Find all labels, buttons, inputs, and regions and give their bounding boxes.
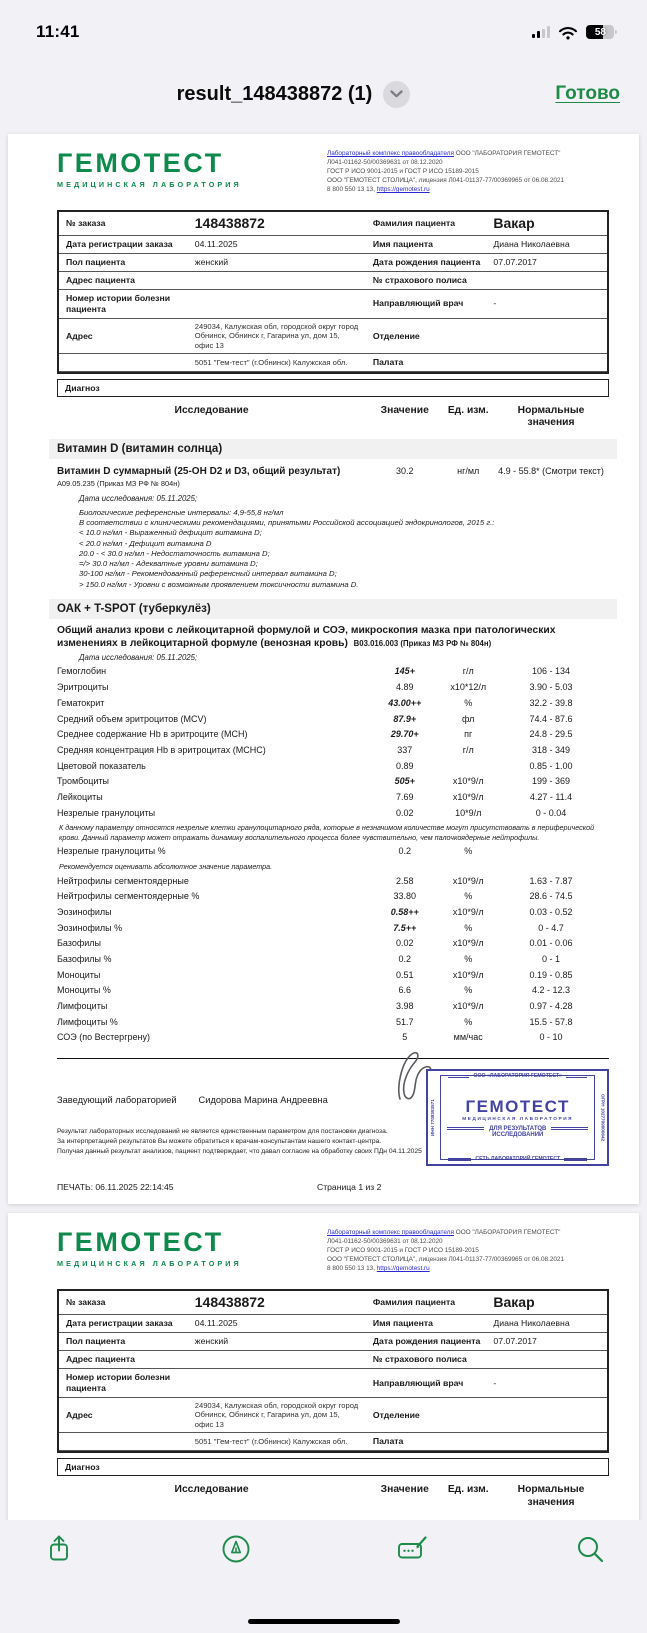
test-value: 30.2 bbox=[395, 465, 414, 476]
field-value bbox=[188, 272, 366, 289]
field-value: Вакар bbox=[493, 214, 535, 231]
field-value: 148438872 bbox=[194, 214, 265, 231]
chevron-down-icon bbox=[390, 90, 403, 98]
diagnosis-box: Диагноз bbox=[57, 379, 609, 397]
test-name: Незрелые гранулоциты % bbox=[57, 846, 166, 857]
reference-line: > 150.0 нг/мл - Уровни с возможным проявлением токсичности витамина D. bbox=[79, 579, 359, 589]
result-row bbox=[57, 968, 609, 984]
result-row bbox=[57, 921, 609, 937]
test-unit: пг bbox=[464, 729, 473, 740]
fill-sign-button[interactable] bbox=[396, 1532, 430, 1566]
result-row bbox=[57, 1030, 609, 1046]
stamp-inn: ИНН 7708383571 bbox=[429, 1099, 435, 1136]
test-name: Незрелые гранулоциты bbox=[57, 807, 156, 818]
field-label: Адрес bbox=[66, 1409, 93, 1420]
share-button[interactable] bbox=[42, 1532, 76, 1566]
test-unit: х10*9/л bbox=[452, 906, 484, 917]
field-value bbox=[486, 1398, 607, 1432]
lab-stamp: ИНН 7708383571 ОГРН 1027709000642 ООО «ЛАБОРАТОРИЯ ГЕМОТЕСТ» ГЕМОТЕСТ МЕДИЦИНСКАЯ ЛАБОРАТОРИЯ ДЛЯ РЕЗУЛЬТАТОВ ИССЛЕДОВАНИЙ СЕТЬ ЛАБОРАТОРИЙ ГЕМОТЕСТ bbox=[426, 1069, 609, 1166]
test-name: Базофилы bbox=[57, 938, 101, 949]
patient-info-row bbox=[59, 1333, 607, 1351]
patient-info-row bbox=[59, 1351, 607, 1369]
reference-line: =/> 30.0 нг/мл - Адекватные уровни витамина D; bbox=[79, 559, 258, 569]
field-value: 5051 "Гем-тест" (г.Обнинск) Калужская обл. bbox=[194, 357, 348, 367]
print-timestamp: ПЕЧАТЬ: 06.11.2025 22:14:45 bbox=[57, 1182, 174, 1193]
parameter-note: Рекомендуется оценивать абсолютное значение параметра. bbox=[59, 862, 273, 872]
field-value: Вакар bbox=[493, 1293, 535, 1310]
patient-info-table bbox=[57, 210, 609, 374]
test-unit: х10*9/л bbox=[452, 938, 484, 949]
stamp-ogrn: ОГРН 1027709000642 bbox=[600, 1094, 606, 1142]
battery-percent: 58 bbox=[594, 26, 606, 38]
test-range: 0.01 - 0.06 bbox=[529, 938, 573, 949]
patient-info-row bbox=[59, 1433, 607, 1451]
test-range: 74.4 - 87.6 bbox=[529, 713, 573, 724]
test-name: Эозинофилы % bbox=[57, 922, 123, 933]
test-range: 32.2 - 39.8 bbox=[529, 697, 573, 708]
done-button[interactable]: Готово bbox=[555, 83, 620, 104]
field-label bbox=[59, 1433, 188, 1450]
test-unit: х10*12/л bbox=[450, 682, 487, 693]
test-name: СОЭ (по Вестергрену) bbox=[57, 1032, 150, 1043]
lab-head-name: Сидорова Марина Андреевна bbox=[198, 1095, 328, 1106]
reference-line: < 20.0 нг/мл - Дефицит витамина D bbox=[79, 538, 212, 548]
field-label: Палата bbox=[372, 357, 404, 368]
test-range: 0 - 10 bbox=[539, 1032, 563, 1043]
field-label: Дата рождения пациента bbox=[372, 257, 481, 268]
field-label: Адрес пациента bbox=[66, 1354, 135, 1365]
test-unit: х10*9/л bbox=[452, 875, 484, 886]
test-unit: % bbox=[464, 953, 473, 964]
result-row bbox=[57, 790, 609, 806]
title-menu-button[interactable] bbox=[383, 81, 410, 108]
field-value: 04.11.2025 bbox=[194, 1318, 238, 1329]
test-range: 0.97 - 4.28 bbox=[529, 1001, 573, 1012]
disclaimer-line: Получая данный результат анализов, пациент подтверждает, что давал согласие на обработку своих ПДн 04.11.2025 bbox=[57, 1148, 422, 1156]
result-row bbox=[57, 696, 609, 712]
test-value: 337 bbox=[397, 744, 413, 755]
test-range: 15.5 - 57.8 bbox=[529, 1016, 573, 1027]
rights-holder-link[interactable]: Лабораторный комплекс правообладателя bbox=[327, 1229, 454, 1237]
field-label: Направляющий врач bbox=[372, 298, 464, 309]
test-range: 0.85 - 1.00 bbox=[529, 760, 573, 771]
test-range: 28.6 - 74.5 bbox=[529, 891, 573, 902]
test-unit: % bbox=[464, 922, 473, 933]
field-value: женский bbox=[194, 257, 229, 268]
test-unit: нг/мл bbox=[457, 465, 480, 476]
test-name: Витамин D суммарный (25-ОН D2 и D3, общий результат) bbox=[57, 465, 341, 477]
test-range: 106 - 134 bbox=[531, 666, 571, 677]
field-label: Направляющий врач bbox=[372, 1377, 464, 1388]
field-value: - bbox=[493, 1377, 497, 1388]
field-label: Адрес пациента bbox=[66, 275, 135, 286]
license-block: Лабораторный комплекс правообладателя ООО "ЛАБОРАТОРИЯ ГЕМОТЕСТ" Л041-01162-50/00369631 от 08.12.2020 ГОСТ Р ИСО 9001-2015 и ГОСТ Р ИСО 15189-2015 ООО "ГЕМОТЕСТ СТОЛИЦА", лицензия Л041-01137-77/00369965 от 06.08.2021 8 800 550 13 13, https://gemotest.ru bbox=[327, 1229, 565, 1272]
test-name: Нейтрофилы сегментоядерные bbox=[57, 875, 189, 886]
field-value: 07.07.2017 bbox=[493, 1336, 537, 1347]
field-value: 148438872 bbox=[194, 1293, 265, 1310]
test-unit: х10*9/л bbox=[452, 791, 484, 802]
field-value bbox=[486, 319, 607, 353]
oak-test-title: Общий анализ крови с лейкоцитарной формулой и СОЭ, микроскопия мазка при патологических изменениях в лейкоцитарной формуле (венозная кровь) В03.016.003 (Приказ МЗ РФ № 804н) bbox=[57, 624, 556, 650]
reference-line: 30-100 нг/мл - Рекомендованный референсный интервал витамина D; bbox=[79, 569, 337, 579]
test-unit: мм/час bbox=[453, 1032, 483, 1043]
field-value bbox=[486, 354, 607, 371]
result-row bbox=[57, 759, 609, 775]
section-header-oak: ОАК + T-SPOT (туберкулёз) bbox=[49, 599, 617, 619]
test-range: 4.9 - 55.8* (Смотри текст) bbox=[498, 465, 604, 476]
field-label: Отделение bbox=[372, 330, 420, 341]
field-label: № заказа bbox=[66, 1297, 106, 1308]
navigation-bar bbox=[0, 54, 647, 134]
reference-line: Биологические референсные интервалы: 4,9-55,8 нг/мл bbox=[79, 507, 284, 517]
patient-info-row bbox=[59, 1398, 607, 1433]
test-unit: % bbox=[464, 846, 473, 857]
field-label: Дата рождения пациента bbox=[372, 1336, 481, 1347]
field-label: Адрес bbox=[66, 330, 93, 341]
wifi-icon bbox=[557, 24, 579, 41]
sign-off-block bbox=[57, 1069, 609, 1166]
test-unit: 10*9/л bbox=[455, 807, 482, 818]
test-value: 51.7 bbox=[395, 1016, 414, 1027]
test-range: 0.19 - 0.85 bbox=[529, 969, 573, 980]
test-value: 29.70+ bbox=[390, 729, 419, 740]
result-row bbox=[57, 774, 609, 790]
patient-info-row bbox=[59, 272, 607, 290]
bottom-toolbar bbox=[0, 1520, 647, 1633]
field-value: 07.07.2017 bbox=[493, 257, 537, 268]
field-value: - bbox=[493, 298, 497, 309]
disclaimer-line: Результат лабораторных исследований не является единственным параметром для постановки диагноза. bbox=[57, 1128, 388, 1136]
test-name: Лейкоциты bbox=[57, 791, 103, 802]
test-name: Гемоглобин bbox=[57, 666, 107, 677]
test-range: 0 - 1 bbox=[541, 953, 560, 964]
test-name: Средний объем эритроцитов (MCV) bbox=[57, 713, 207, 724]
results-column-headers: Исследование Значение Ед. изм. Нормальные значения bbox=[174, 405, 585, 429]
patient-info-table bbox=[57, 1289, 609, 1453]
test-value: 0.89 bbox=[395, 760, 414, 771]
test-unit bbox=[443, 761, 493, 773]
search-button[interactable] bbox=[573, 1532, 607, 1566]
field-value bbox=[188, 1369, 366, 1397]
signature-divider bbox=[57, 1058, 609, 1059]
clock: 11:41 bbox=[36, 22, 80, 41]
result-row bbox=[57, 680, 609, 696]
test-name: Среднее содержание Hb в эритроците (MCH) bbox=[57, 729, 248, 740]
field-value bbox=[188, 1351, 366, 1368]
field-label: № страхового полиса bbox=[372, 1354, 467, 1365]
markup-icon bbox=[220, 1533, 252, 1565]
website-link[interactable]: https://gemotest.ru bbox=[376, 185, 430, 193]
test-unit: % bbox=[464, 891, 473, 902]
test-code: А09.05.235 (Приказ МЗ РФ № 804н) bbox=[57, 479, 180, 489]
patient-info-row bbox=[59, 212, 607, 237]
field-label: Номер истории болезни пациента bbox=[66, 292, 171, 314]
field-value: Диана Николаевна bbox=[493, 239, 570, 250]
test-value: 3.98 bbox=[395, 1001, 414, 1012]
field-label: Имя пациента bbox=[372, 239, 433, 250]
study-date: Дата исследования: 05.11.2025; bbox=[79, 653, 198, 663]
test-name: Моноциты bbox=[57, 969, 101, 980]
vitamin-d-result-row bbox=[57, 464, 609, 491]
field-value: женский bbox=[194, 1336, 229, 1347]
field-value: 249034, Калужская обл, городской округ город Обнинск, Обнинск г, Гагарина ул, дом 15, офис 13 bbox=[194, 1400, 359, 1429]
test-range: 4.2 - 12.3 bbox=[531, 985, 571, 996]
test-range: 0.03 - 0.52 bbox=[529, 906, 573, 917]
test-unit: г/л bbox=[462, 744, 474, 755]
test-range: 0 - 4.7 bbox=[538, 922, 564, 933]
test-code: В03.016.003 (Приказ МЗ РФ № 804н) bbox=[353, 639, 492, 649]
test-value: 0.02 bbox=[395, 938, 414, 949]
test-unit: % bbox=[464, 985, 473, 996]
page-number: Страница 1 из 2 bbox=[317, 1182, 382, 1193]
test-name: Нейтрофилы сегментоядерные % bbox=[57, 891, 200, 902]
field-label: Дата регистрации заказа bbox=[66, 1318, 173, 1329]
test-range: 318 - 349 bbox=[531, 744, 571, 755]
result-row bbox=[57, 889, 609, 905]
test-value: 4.89 bbox=[395, 682, 414, 693]
gemotest-logo: ГЕМОТЕСТ МЕДИЦИНСКАЯ ЛАБОРАТОРИЯ bbox=[57, 1227, 242, 1269]
document-scroll-area[interactable] bbox=[0, 134, 647, 1633]
patient-info-row bbox=[59, 290, 607, 319]
field-label: Дата регистрации заказа bbox=[66, 239, 173, 250]
field-label bbox=[59, 354, 188, 371]
test-name: Лимфоциты % bbox=[57, 1016, 118, 1027]
test-name: Моноциты % bbox=[57, 985, 111, 996]
test-value: 505+ bbox=[394, 776, 415, 787]
patient-info-row bbox=[59, 236, 607, 254]
test-range: 3.90 - 5.03 bbox=[529, 682, 573, 693]
test-value: 0.2 bbox=[398, 953, 411, 964]
patient-info-row bbox=[59, 319, 607, 354]
result-row bbox=[57, 999, 609, 1015]
field-label: № заказа bbox=[66, 218, 106, 229]
field-label: Пол пациента bbox=[66, 257, 126, 268]
field-label: № страхового полиса bbox=[372, 275, 467, 286]
battery-cap bbox=[615, 30, 617, 35]
patient-info-row bbox=[59, 354, 607, 372]
result-row bbox=[57, 844, 609, 860]
results-column-headers: Исследование Значение Ед. изм. Нормальные значения bbox=[174, 1484, 585, 1508]
license-block: Лабораторный комплекс правообладателя ООО "ЛАБОРАТОРИЯ ГЕМОТЕСТ" Л041-01162-50/00369631 от 08.12.2020 ГОСТ Р ИСО 9001-2015 и ГОСТ Р ИСО 15189-2015 ООО "ГЕМОТЕСТ СТОЛИЦА", лицензия Л041-01137-77/00369965 от 06.08.2021 8 800 550 13 13, https://gemotest.ru bbox=[327, 150, 565, 193]
patient-info-row bbox=[59, 1315, 607, 1333]
test-unit: % bbox=[464, 1016, 473, 1027]
website-link[interactable]: https://gemotest.ru bbox=[376, 1264, 430, 1272]
test-name: Гематокрит bbox=[57, 697, 105, 708]
field-value: Диана Николаевна bbox=[493, 1318, 570, 1329]
field-value: 04.11.2025 bbox=[194, 239, 238, 250]
test-value: 5 bbox=[402, 1032, 408, 1043]
reference-intervals bbox=[79, 508, 609, 590]
test-unit: х10*9/л bbox=[452, 776, 484, 787]
field-value: 5051 "Гем-тест" (г.Обнинск) Калужская обл. bbox=[194, 1436, 348, 1446]
field-value bbox=[486, 272, 607, 289]
test-unit: х10*9/л bbox=[452, 1001, 484, 1012]
field-label: Фамилия пациента bbox=[372, 1297, 456, 1308]
search-icon bbox=[575, 1534, 605, 1565]
field-value bbox=[486, 1351, 607, 1368]
result-row bbox=[57, 874, 609, 890]
test-unit: х10*9/л bbox=[452, 969, 484, 980]
field-label: Пол пациента bbox=[66, 1336, 126, 1347]
test-name: Эритроциты bbox=[57, 682, 109, 693]
section-header-vitamin-d: Витамин D (витамин солнца) bbox=[49, 439, 617, 459]
test-range: 0 - 0.04 bbox=[535, 807, 567, 818]
test-range bbox=[493, 846, 609, 858]
test-unit: г/л bbox=[462, 666, 474, 677]
reference-line: 20.0 - < 30.0 нг/мл - Недостаточность витамина D; bbox=[79, 548, 270, 558]
result-row bbox=[57, 1015, 609, 1031]
oak-results-c bbox=[57, 874, 609, 1047]
result-row bbox=[57, 936, 609, 952]
lab-head-role: Заведующий лабораторией bbox=[57, 1095, 177, 1106]
result-row bbox=[57, 806, 609, 822]
diagnosis-box: Диагноз bbox=[57, 1458, 609, 1476]
test-name: Эозинофилы bbox=[57, 906, 112, 917]
field-label: Отделение bbox=[372, 1409, 420, 1420]
test-value: 33.80 bbox=[393, 891, 416, 902]
result-row bbox=[57, 712, 609, 728]
test-unit: фл bbox=[461, 713, 475, 724]
test-value: 43.00++ bbox=[388, 697, 422, 708]
cellular-signal-icon bbox=[532, 26, 551, 38]
test-value: 6.6 bbox=[398, 985, 411, 996]
markup-button[interactable] bbox=[219, 1532, 253, 1566]
test-name: Базофилы % bbox=[57, 953, 112, 964]
test-value: 2.58 bbox=[395, 875, 414, 886]
field-label: Палата bbox=[372, 1436, 404, 1447]
battery-icon bbox=[586, 25, 614, 39]
patient-info-row bbox=[59, 254, 607, 272]
test-value: 0.02 bbox=[395, 807, 414, 818]
test-value: 87.9+ bbox=[393, 713, 417, 724]
test-range: 199 - 369 bbox=[531, 776, 571, 787]
test-value: 0.51 bbox=[395, 969, 414, 980]
field-value: 249034, Калужская обл, городской округ город Обнинск, Обнинск г, Гагарина ул, дом 15, офис 13 bbox=[194, 321, 359, 350]
fill-sign-icon bbox=[396, 1533, 430, 1565]
field-label: Имя пациента bbox=[372, 1318, 433, 1329]
reference-line: В соответствии с клиническими рекомендациями, принятыми Российской ассоциацией эндокринологов, 2015 г.: bbox=[79, 518, 495, 528]
parameter-note: К данному параметру относятся незрелые клетки гранулоцитарного ряда, которые в незначимом количестве могут присутствовать в периферической крови. Данный параметр может отражать динамику воспалительного процесса более чувствительно, чем палочкоядерные нейтрофилы. bbox=[59, 823, 595, 842]
result-row bbox=[57, 952, 609, 968]
result-row bbox=[57, 905, 609, 921]
gemotest-logo: ГЕМОТЕСТ МЕДИЦИНСКАЯ ЛАБОРАТОРИЯ bbox=[57, 148, 242, 189]
test-value: 0.58++ bbox=[390, 906, 419, 917]
test-name: Цветовой показатель bbox=[57, 760, 146, 771]
status-bar bbox=[0, 0, 647, 54]
field-label: Номер истории болезни пациента bbox=[66, 1372, 171, 1393]
test-range: 24.8 - 29.5 bbox=[529, 729, 573, 740]
test-name: Тромбоциты bbox=[57, 776, 110, 787]
disclaimer bbox=[57, 1127, 426, 1157]
test-range: 4.27 - 11.4 bbox=[529, 791, 573, 802]
rights-holder-link[interactable]: Лабораторный комплекс правообладателя bbox=[327, 150, 454, 157]
test-value: 7.69 bbox=[395, 791, 414, 802]
result-row bbox=[57, 983, 609, 999]
patient-info-row bbox=[59, 1291, 607, 1316]
result-row bbox=[57, 727, 609, 743]
test-value: 0.2 bbox=[398, 846, 411, 857]
test-range: 1.63 - 7.87 bbox=[529, 875, 573, 886]
field-value bbox=[486, 1433, 607, 1450]
oak-results-a bbox=[57, 664, 609, 821]
result-row bbox=[57, 664, 609, 680]
document-title: result_148438872 (1) bbox=[176, 82, 373, 105]
field-value bbox=[188, 290, 366, 318]
report-page-1 bbox=[8, 134, 639, 1204]
result-row bbox=[57, 743, 609, 759]
patient-info-row bbox=[59, 1369, 607, 1398]
reference-line: < 10.0 нг/мл - Выраженный дефицит витамина D; bbox=[79, 528, 262, 538]
share-icon bbox=[44, 1533, 74, 1565]
test-unit: % bbox=[464, 697, 473, 708]
test-name: Лимфоциты bbox=[57, 1001, 108, 1012]
home-indicator[interactable] bbox=[248, 1619, 400, 1624]
test-value: 7.5++ bbox=[393, 922, 417, 933]
study-date: Дата исследования: 05.11.2025; bbox=[79, 493, 198, 503]
test-value: 145+ bbox=[394, 666, 415, 677]
disclaimer-line: За интерпретацией результатов Вы можете обратиться к врачам-консультантам нашего контакт-центра. bbox=[57, 1138, 382, 1146]
test-name: Средняя концентрация Hb в эритроцитах (MCHC) bbox=[57, 744, 266, 755]
field-label: Фамилия пациента bbox=[372, 218, 456, 229]
